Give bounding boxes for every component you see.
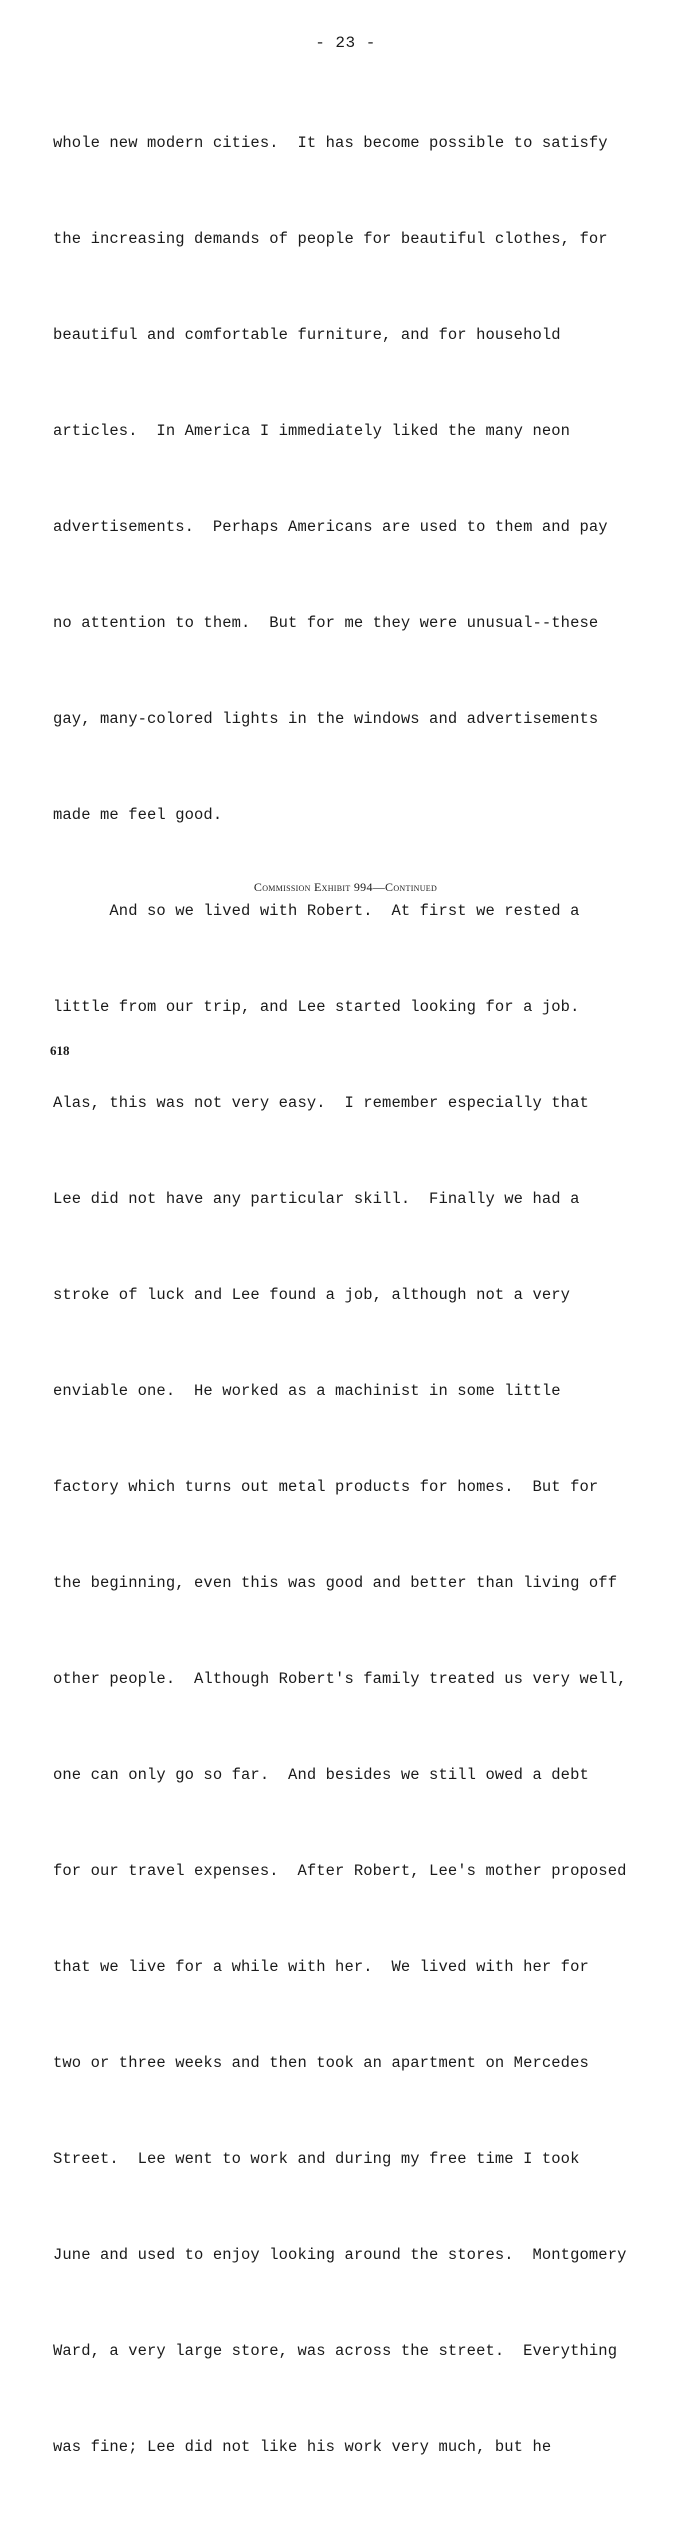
text-line: June and used to enjoy looking around the stores. Montgomery [53,2246,627,2264]
text-line: no attention to them. But for me they were unusual--these [53,614,599,632]
text-line: two or three weeks and then took an apartment on Mercedes [53,2054,589,2072]
text-line: Lee did not have any particular skill. Finally we had a [53,1190,580,1208]
text-line: the beginning, even this was good and better than living off [53,1574,618,1592]
text-line: that we live for a while with her. We lived with her for [53,1958,589,1976]
text-line: gay, many-colored lights in the windows and advertisements [53,710,599,728]
text-line: whole new modern cities. It has become possible to satisfy [53,134,608,152]
exhibit-caption: Commission Exhibit 994—Continued [253,880,438,894]
text-line: enviable one. He worked as a machinist in some little [53,1382,561,1400]
text-line: the increasing demands of people for beautiful clothes, for [53,230,608,248]
text-line: made me feel good. [53,806,223,824]
text-line: Alas, this was not very easy. I remember especially that [53,1094,589,1112]
text-line: was fine; Lee did not like his work very much, but he [53,2438,552,2456]
text-line: little from our trip, and Lee started looking for a job. [53,998,580,1016]
text-line: beautiful and comfortable furniture, and for household [53,326,561,344]
typed-body-text [53,63,653,2527]
text-line: for our travel expenses. After Robert, Lee's mother proposed [53,1862,627,1880]
text-line: other people. Although Robert's family treated us very well, [53,1670,627,1688]
text-line: advertisements. Perhaps Americans are used to them and pay [53,518,608,536]
text-line: articles. In America I immediately liked the many neon [53,422,571,440]
text-line: And so we lived with Robert. At first we rested a [53,902,580,920]
text-line: Ward, a very large store, was across the street. Everything [53,2342,618,2360]
text-line: one can only go so far. And besides we still owed a debt [53,1766,589,1784]
text-line: stroke of luck and Lee found a job, although not a very [53,1286,571,1304]
folio-page-number: 618 [50,1043,70,1058]
text-line: factory which turns out metal products for homes. But for [53,1478,599,1496]
page-number: - 23 - [315,34,376,52]
text-line: Street. Lee went to work and during my free time I took [53,2150,580,2168]
